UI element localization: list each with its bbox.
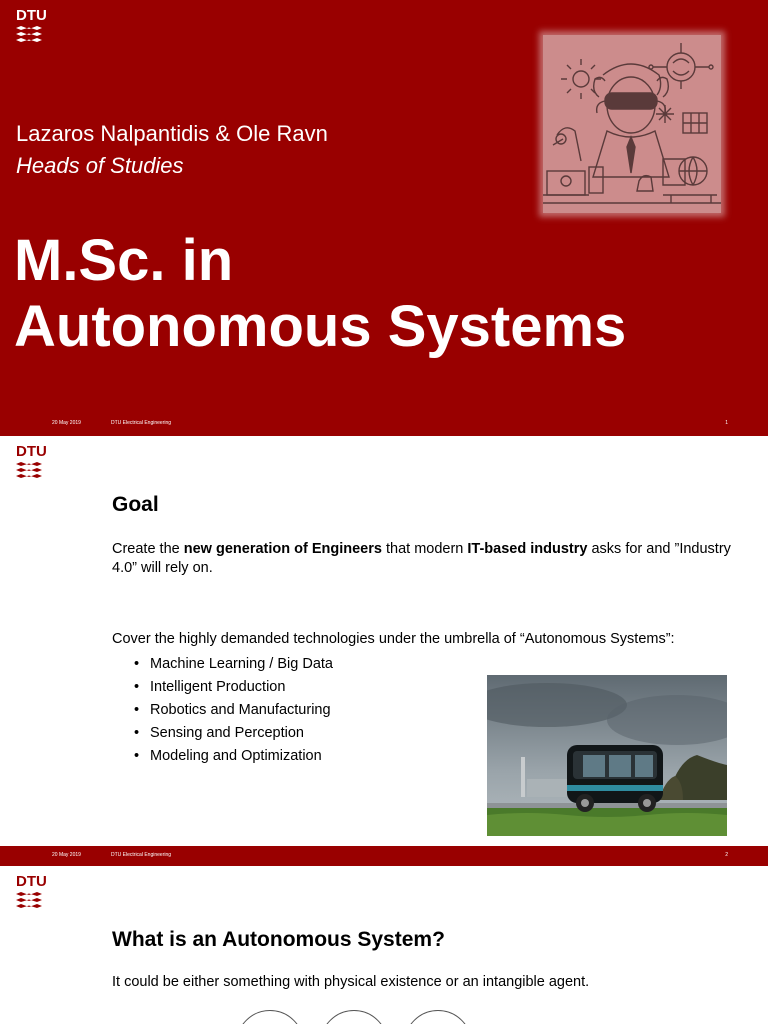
authors-role: Heads of Studies [16,153,184,178]
engineer-illustration-icon [543,35,721,213]
dtu-logo [16,443,47,480]
list-item: • Robotics and Manufacturing [134,699,333,722]
footer-page-number: 1 [725,420,728,426]
goal-bold-2: IT-based industry [467,541,588,557]
list-item: • Sensing and Perception [134,722,333,745]
coverage-paragraph: Cover the highly demanded technologies under the umbrella of “Autonomous Systems”: [112,631,675,647]
autonomous-bus-image [487,675,727,836]
authors: Lazaros Nalpantidis & Ole Ravn [16,121,328,146]
dtu-logo-mark-icon [16,892,42,910]
goal-bold-1: new generation of Engineers [183,541,382,557]
slide-title [14,228,626,360]
dtu-logo-mark-icon [16,462,42,480]
technology-list [134,653,333,768]
example-circle-icon [236,1010,304,1024]
slide-subtext: It could be either something with physical existence or an intangible agent. [112,974,590,990]
list-item: • Intelligent Production [134,676,333,699]
footer-date: 20 May 2019 [52,852,81,858]
dtu-logo-text: DTU [16,443,47,460]
dtu-logo-text: DTU [16,873,47,890]
autonomous-bus-photo [487,675,727,836]
slide-title-line-1: M.Sc. in [14,228,234,293]
slide-title-line-2: Autonomous Systems [14,294,627,359]
list-item: • Machine Learning / Big Data [134,653,333,676]
dtu-logo-mark-icon [16,26,42,44]
goal-text-3: asks for and ”Industry 4.0” will rely on. [112,541,731,576]
slide-footer [0,846,768,866]
example-circle-icon [320,1010,388,1024]
goal-paragraph [112,540,752,578]
slide-1 [0,0,768,436]
slide-heading: What is an Autonomous System? [112,928,445,951]
slide-2 [0,436,768,866]
dtu-logo [16,873,47,910]
slide-footer [0,414,768,434]
dtu-logo [16,7,47,44]
footer-department: DTU Electrical Engineering [111,852,172,858]
goal-text-2: that modern [381,541,468,557]
example-circle-icon [404,1010,472,1024]
footer-department: DTU Electrical Engineering [111,420,172,426]
goal-text-1: Create the [112,541,184,557]
dtu-logo-text: DTU [16,7,47,24]
list-item: • Modeling and Optimization [134,745,333,768]
slide-3 [0,866,768,1024]
footer-date: 20 May 2019 [52,420,81,426]
goal-heading: Goal [112,493,159,516]
footer-page-number: 2 [725,852,728,858]
engineer-vr-illustration [543,35,721,213]
